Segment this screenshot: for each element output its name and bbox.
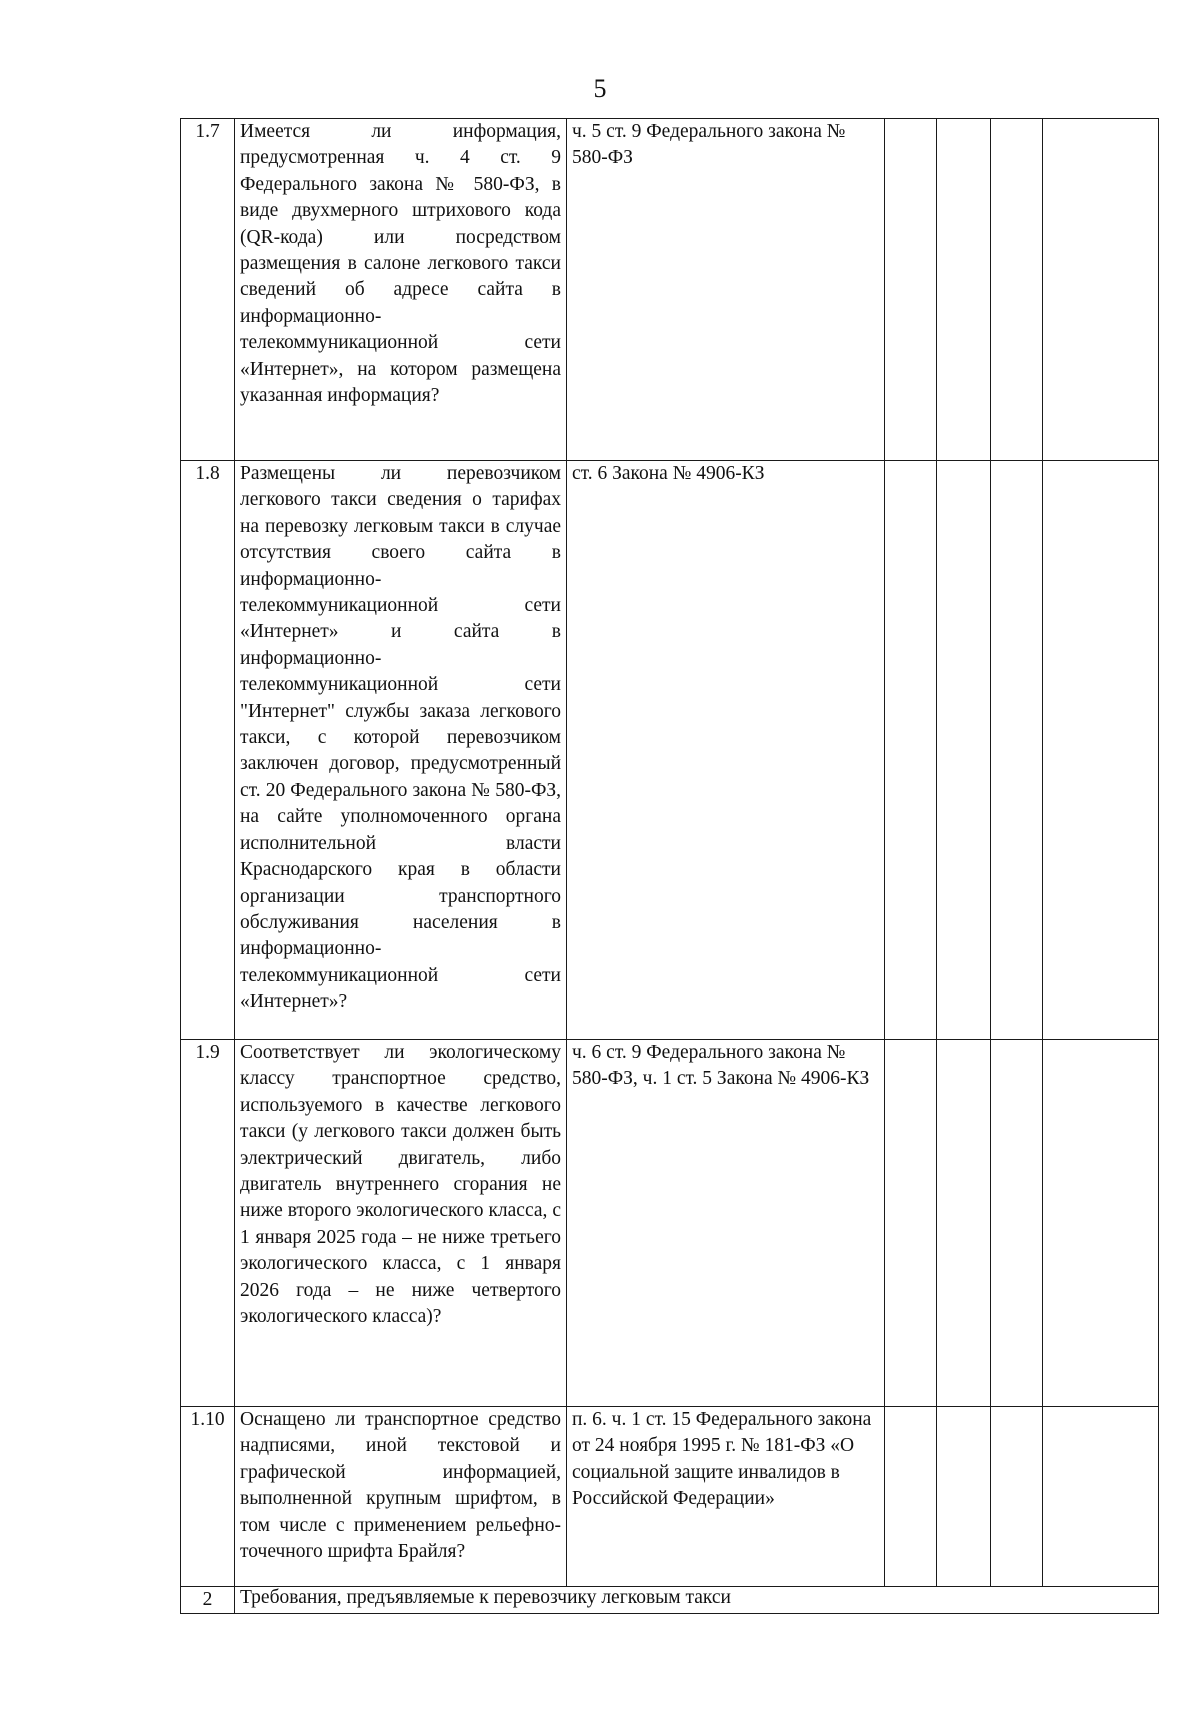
section-row bbox=[181, 1587, 1159, 1614]
answer-cell bbox=[937, 461, 991, 1040]
answer-cell bbox=[937, 1407, 991, 1587]
table-row bbox=[181, 1040, 1159, 1407]
row-number: 1.8 bbox=[181, 461, 235, 1040]
note-cell bbox=[1043, 461, 1159, 1040]
page-number: 5 bbox=[593, 74, 607, 103]
checklist-table bbox=[180, 118, 1159, 1614]
answer-cell bbox=[991, 1040, 1043, 1407]
answer-cell bbox=[991, 1407, 1043, 1587]
note-cell bbox=[1043, 1407, 1159, 1587]
answer-cell bbox=[937, 119, 991, 461]
table-row bbox=[181, 1407, 1159, 1587]
section-title: Требования, предъявляемые к перевозчику легковым такси bbox=[235, 1587, 1159, 1614]
table-row bbox=[181, 119, 1159, 461]
legal-basis: ч. 5 ст. 9 Федерального закона № 580-ФЗ bbox=[567, 119, 885, 461]
answer-cell bbox=[991, 461, 1043, 1040]
question-text: Оснащено ли транспортное средство надписями, иной текстовой и графической информацией, выполненной крупным шрифтом, в том числе с применением рельефно-точечного шрифта Брайля? bbox=[235, 1407, 567, 1587]
question-text: Имеется ли информация, предусмотренная ч. 4 ст. 9 Федерального закона № 580-ФЗ, в виде двухмерного штрихового кода (QR-кода) или посредством размещения в салоне легкового такси сведений об адресе сайта в информационно-телекоммуникационной сети «Интернет», на котором размещена указанная информация? bbox=[235, 119, 567, 461]
legal-basis: ст. 6 Закона № 4906-КЗ bbox=[567, 461, 885, 1040]
question-text: Соответствует ли экологическому классу транспортное средство, используемого в качестве легкового такси (у легкового такси должен быть электрический двигатель, либо двигатель внутреннего сгорания не ниже второго экологического класса, с 1 января 2025 года – не ниже третьего экологического класса, с 1 января 2026 года – не ниже четвертого экологического класса)? bbox=[235, 1040, 567, 1407]
table-row bbox=[181, 461, 1159, 1040]
section-number: 2 bbox=[181, 1587, 235, 1614]
answer-cell bbox=[885, 1040, 937, 1407]
legal-basis: п. 6. ч. 1 ст. 15 Федерального закона от 24 ноября 1995 г. № 181-ФЗ «О социальной защите инвалидов в Российской Федерации» bbox=[567, 1407, 885, 1587]
answer-cell bbox=[991, 119, 1043, 461]
row-number: 1.9 bbox=[181, 1040, 235, 1407]
note-cell bbox=[1043, 1040, 1159, 1407]
legal-basis: ч. 6 ст. 9 Федерального закона № 580-ФЗ, ч. 1 ст. 5 Закона № 4906-КЗ bbox=[567, 1040, 885, 1407]
answer-cell bbox=[937, 1040, 991, 1407]
row-number: 1.10 bbox=[181, 1407, 235, 1587]
answer-cell bbox=[885, 119, 937, 461]
question-text: Размещены ли перевозчиком легкового такси сведения о тарифах на перевозку легковым такси в случае отсутствия своего сайта в информационно-телекоммуникационной сети «Интернет» и сайта в информационно-телекоммуникационной сети "Интернет" службы заказа легкового такси, с которой перевозчиком заключен договор, предусмотренный ст. 20 Федерального закона № 580-ФЗ, на сайте уполномоченного органа исполнительной власти Краснодарского края в области организации транспортного обслуживания населения в информационно-телекоммуникационной сети «Интернет»? bbox=[235, 461, 567, 1040]
answer-cell bbox=[885, 1407, 937, 1587]
answer-cell bbox=[885, 461, 937, 1040]
row-number: 1.7 bbox=[181, 119, 235, 461]
note-cell bbox=[1043, 119, 1159, 461]
